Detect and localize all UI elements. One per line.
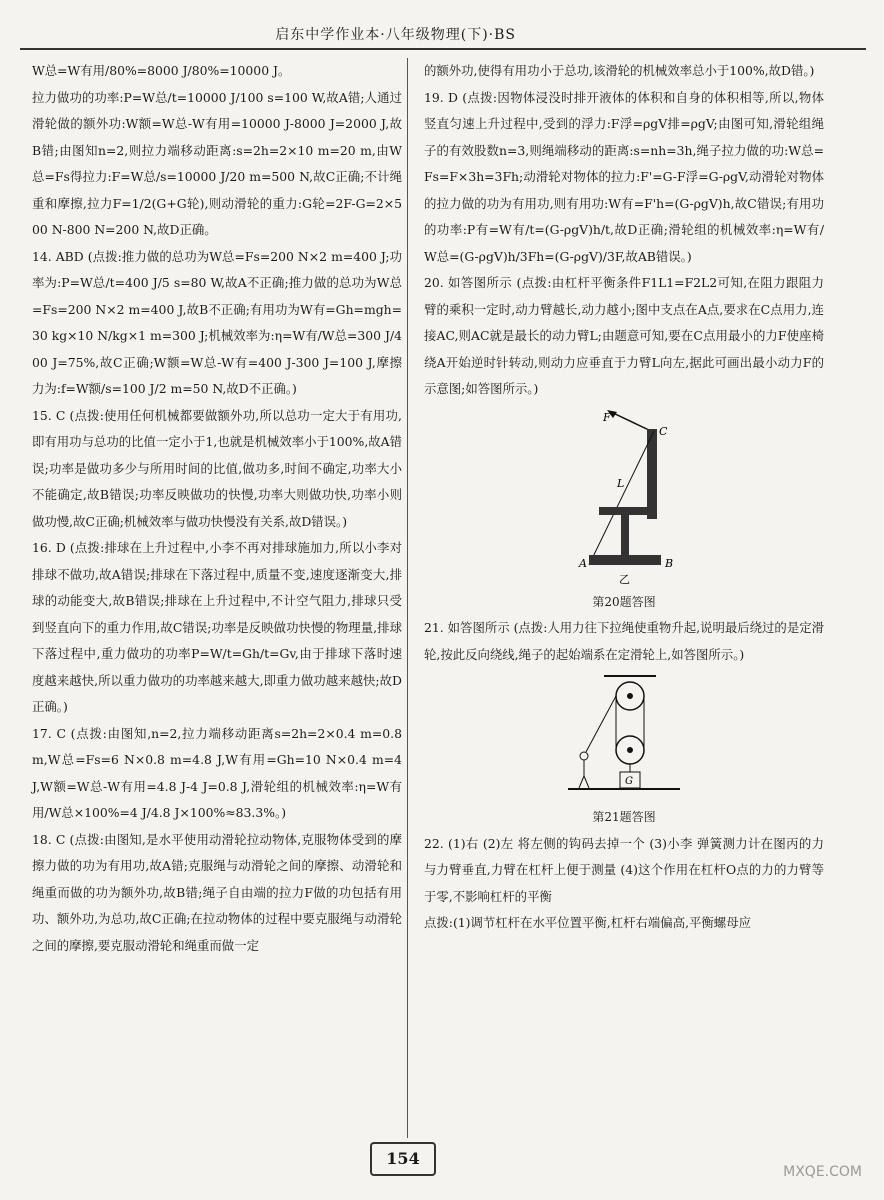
label-A: A [579,556,587,570]
rope [586,696,616,752]
label-L: L [617,476,625,490]
column-divider [407,58,408,1138]
watermark-logo [714,1132,874,1192]
page-header [20,18,866,50]
figure-20 [424,407,824,616]
answer-19: 19. D (点拨:因物体浸没时排开液体的体积和自身的体积相等,所以,物体竖直匀速上升过程中,受到的浮力:F浮=ρgV排=ρgV;由图可知,滑轮组绳子的有效股数n=3,则绳端移动的距离:s=nh=3h,绳子拉力做的功:W总=Fs=F×3h=3Fh;动滑轮对物体的拉力:F'=G-F浮=G-ρgV,动滑轮对物体的拉力做的功为有用功,则有用功:W有=F'h=(G-ρgV)h,故C错误;有用功的功率:P有=W有/t=(G-ρgV)h/t,故D正确;滑轮组的机械效率:η=W有/W总=(G-ρgV)h/3Fh=(G-ρgV)/3F,故AB错误。) [424,89,824,264]
person-leg [579,776,584,788]
label-G: G [625,776,633,787]
force-arrow [611,412,651,431]
answer-22: 22. (1)右 (2)左 将左侧的钩码去掉一个 (3)小李 弹簧测力计在图丙的力与力臂垂直,力臂在杠杆上便于测量 (4)这个作用在杠杆O点的力的力臂等于零,不影响杠杆的平衡 [424,835,824,904]
label-F: F [603,410,611,424]
figure-20-caption: 第20题答图 [592,594,656,609]
pulley-axle [627,693,633,699]
header-title: 启东中学作业本·八年级物理(下)·BS [275,27,516,43]
answer-15: 15. C (点拨:使用任何机械都要做额外功,所以总功一定大于有用功,即有用功与总功的比值一定小于1,也就是机械效率小于100%,故A错误;功率是做功多少与所用时间的比值,做功多,时间不确定,功率大小不能确定,故B错误;功率反映做功的快慢,功率大则做功快,功率小则做功慢,故C正确;机械效率与做功快慢没有关系,故D错误。) [32,407,402,529]
chair-leg [621,515,629,555]
watermark-text: MXQE.COM [783,1164,862,1180]
answer-18: 18. C (点拨:由图知,是水平使用动滑轮拉动物体,克服物体受到的摩擦力做的功为有用功,故A错;克服绳与动滑轮之间的摩擦、动滑轮和绳重而做的功为额外功,故B错;绳子自由端的拉力F做的功包括有用功、额外功,为总功,故C正确;在拉动物体的过程中要克服绳与动滑轮之间的摩擦,要克服动滑轮和绳重而做一定 [32,831,402,953]
answer-20: 20. 如答图所示 (点拨:由杠杆平衡条件F1L1=F2L2可知,在阻力跟阻力臂的乘积一定时,动力臂越长,动力越小;图中支点在A点,要求在C点用力,连接AC,则AC就是最长的动力臂L;由题意可知,要在C点用最小的力F使座椅绕A开始逆时针转动,则动力应垂直于力臂L向左,据此可画出最小动力F的示意图;如答图所示。) [424,275,824,396]
answer-21: 21. 如答图所示 (点拨:人用力往下拉绳使重物升起,说明最后绕过的是定滑轮,按此反向绕线,绳子的起始端系在定滑轮上,如答图所示。) [424,620,824,662]
person-leg [584,776,589,788]
chair-base [589,555,661,565]
pulley-axle [627,747,633,753]
chair-seat [599,507,657,515]
pulley-diagram [564,672,684,802]
paragraph: 拉力做功的功率:P=W总/t=10000 J/100 s=100 W,故A错;人通过滑轮做的额外功:W额=W总-W有用=10000 J-8000 J=2000 J,故B错;由图知n=2,则拉力端移动距离:s=2h=2×10 m=20 m,由W总=Fs得拉力:F=W总/s=10000 J/20 m=500 N,故C正确;不计绳重和摩擦,拉力F=1/2(G+G轮),则动滑轮的重力:G轮=2F-G=2×500 N-800 N=200 N,故D正确。 [32,89,402,237]
answer-17: 17. C (点拨:由图知,n=2,拉力端移动距离s=2h=2×0.4 m=0.8 m,W总=Fs=6 N×0.8 m=4.8 J,W有用=Gh=10 N×0.4 m=4 J,W额=W总-W有用=4.8 J-4 J=0.8 J,滑轮组的机械效率:η=W有用/W总×100%=4 J/4.8 J×100%≈83.3%。) [32,725,402,820]
left-column [32,58,402,959]
right-column [424,58,824,937]
page-number: 154 [370,1142,436,1176]
label-B: B [665,556,674,570]
paragraph: W总=W有用/80%=8000 J/80%=10000 J。 [32,63,291,78]
figure-21-caption: 第21题答图 [592,810,656,824]
answer-14: 14. ABD (点拨:推力做的总功为W总=Fs=200 N×2 m=400 J;功率为:P=W总/t=400 J/5 s=80 W,故A不正确;推力做的总功为W总=Fs=200 N×2 m=400 J,故B不正确;有用功为W有=Gh=mgh=30 kg×10 N/kg×1 m=300 J;机械效率为:η=W有/W总=300 J/400 J=75%,故C正确;W额=W总-W有=400 J-300 J=100 J,摩擦力为:f=W额/s=100 J/2 m=50 N,故D不正确。) [32,248,402,396]
label-yi: 乙 [619,572,630,586]
chair-lever-diagram [559,407,689,587]
hint-22: 点拨:(1)调节杠杆在水平位置平衡,杠杆右端偏高,平衡螺母应 [424,915,751,930]
person-head [580,752,588,760]
paragraph: 的额外功,使得有用功小于总功,该滑轮的机械效率总小于100%,故D错。) [424,63,815,78]
answer-16: 16. D (点拨:排球在上升过程中,小李不再对排球施加力,所以小李对排球不做功,故A错误;排球在下落过程中,质量不变,速度逐渐变大,排球的动能变大,故B错误;排球在上升过程中,不计空气阻力,排球只受到竖直向下的重力作用,故C错误;功率是反映做功快慢的物理量,排球下落过程中,重力做功的功率P=W/t=Gh/t=Gv,由于排球下落时速度越来越快,所以重力做功的功率越来越大,即重力做功越来越快;故D正确。) [32,540,402,714]
label-C: C [659,424,668,438]
figure-21 [424,672,824,831]
